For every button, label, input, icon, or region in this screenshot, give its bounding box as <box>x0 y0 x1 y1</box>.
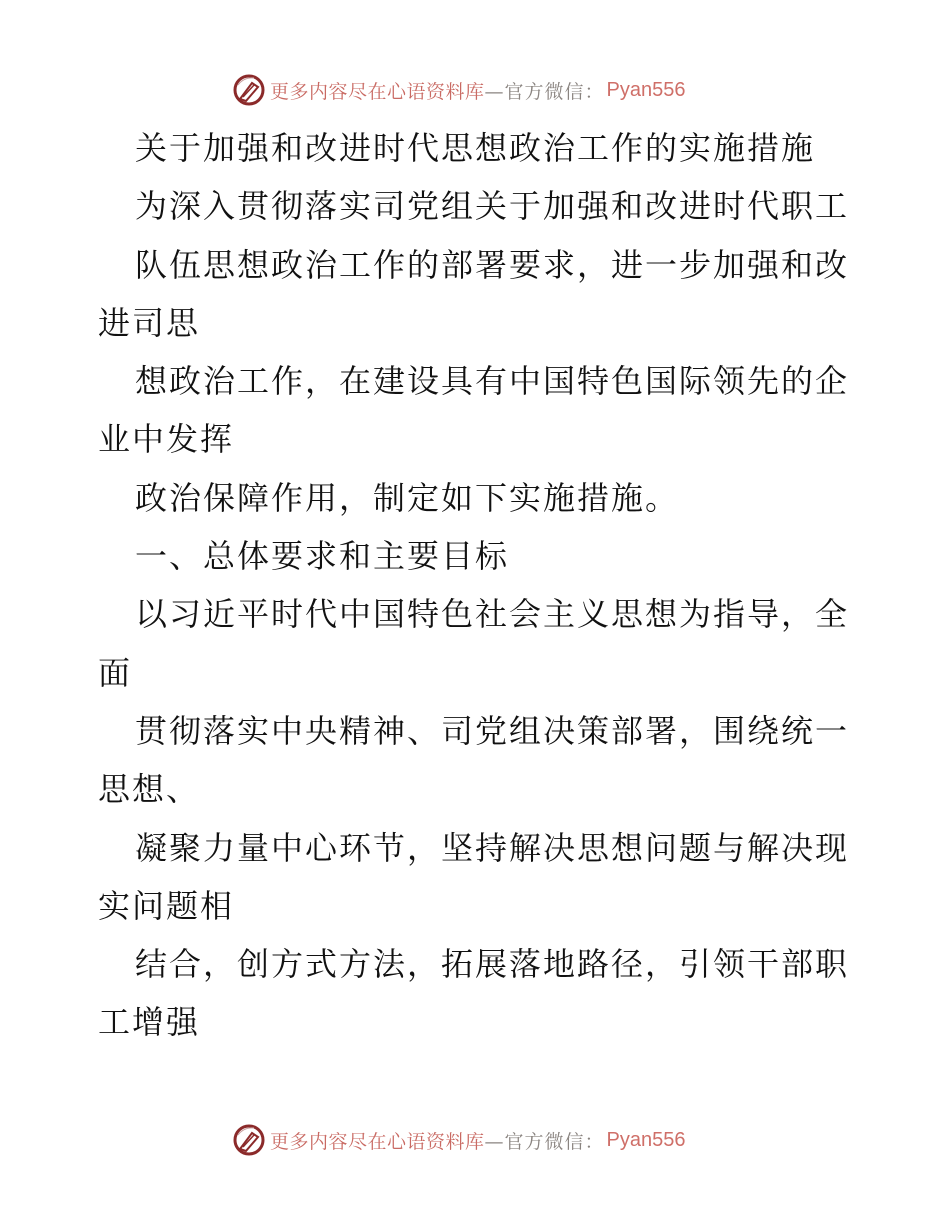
document-title: 关于加强和改进时代思想政治工作的实施措施 <box>135 129 816 167</box>
site-name-text: 更多内容尽在心语资料库 <box>270 80 485 103</box>
paragraph-line: 业中发挥 <box>98 420 235 459</box>
header-watermark-banner <box>232 70 686 110</box>
paragraph-line: 思想、 <box>98 770 201 809</box>
wechat-id-text: Pyan556 <box>606 78 686 101</box>
paragraph-line: 以习近平时代中国特色社会主义思想为指导，全 <box>135 595 850 634</box>
pen-nib-circle-icon <box>232 73 266 107</box>
paragraph-line: 想政治工作，在建设具有中国特色国际领先的企 <box>135 362 850 401</box>
paragraph-line: 凝聚力量中心环节，坚持解决思想问题与解决现 <box>135 828 850 867</box>
paragraph-line: 政治保障作用，制定如下实施措施。 <box>135 478 680 517</box>
paragraph-line: 为深入贯彻落实司党组关于加强和改进时代职工 <box>135 187 850 226</box>
paragraph-line: 结合，创方式方法，拓展落地路径，引领干部职 <box>135 945 850 984</box>
wechat-label-text: —官方微信： <box>484 80 605 103</box>
paragraph-line: 实问题相 <box>98 886 235 925</box>
paragraph-line: 面 <box>98 653 133 692</box>
site-name-text: 更多内容尽在心语资料库 <box>270 1130 485 1153</box>
section-heading: 一、总体要求和主要目标 <box>135 537 510 576</box>
wechat-label-text: —官方微信： <box>484 1130 605 1153</box>
paragraph-line: 进司思 <box>98 303 201 342</box>
paragraph-line: 队伍思想政治工作的部署要求，进一步加强和改 <box>135 245 850 284</box>
paragraph-line: 工增强 <box>98 1003 201 1042</box>
footer-watermark-banner <box>232 1120 686 1160</box>
document-body <box>98 119 858 1052</box>
wechat-id-text: Pyan556 <box>606 1128 686 1151</box>
paragraph-line: 贯彻落实中央精神、司党组决策部署，围绕统一 <box>135 711 850 750</box>
pen-nib-circle-icon <box>232 1123 266 1157</box>
